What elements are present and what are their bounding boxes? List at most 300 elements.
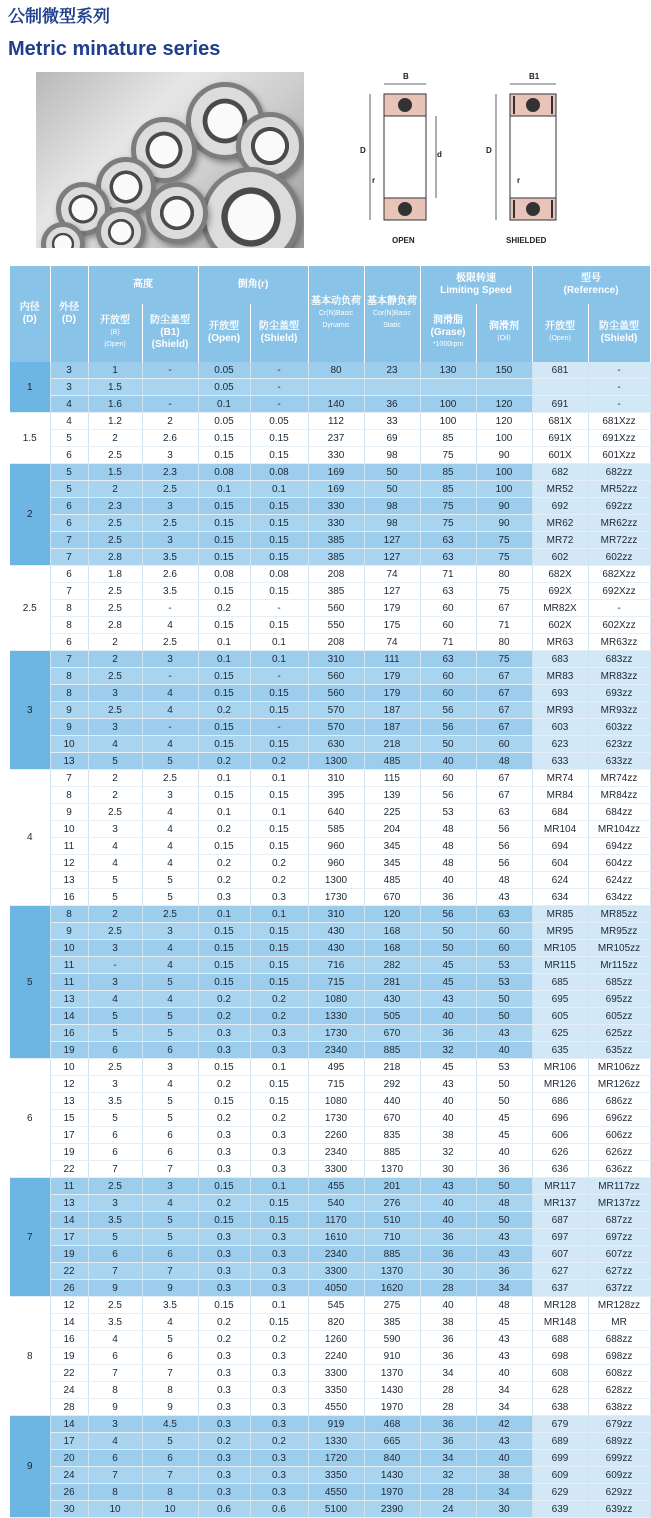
open-chamfer-label: r [372,176,376,185]
table-row [10,1110,650,1127]
table-cell: 510 [364,1212,420,1229]
table-cell: 0.15 [198,974,250,991]
table-cell: 627 [532,1263,588,1280]
table-cell: MR126 [532,1076,588,1093]
table-cell: 179 [364,668,420,685]
table-cell: MR72 [532,532,588,549]
table-cell: 1730 [308,1025,364,1042]
table-cell: 698 [532,1348,588,1365]
table-cell: 7 [88,1365,142,1382]
table-cell: 43 [420,1178,476,1195]
table-cell: 179 [364,600,420,617]
table-cell: 5 [142,1110,198,1127]
bore-diameter-cell: 2 [10,464,50,566]
table-cell: 602 [532,549,588,566]
bore-diameter-cell: 7 [10,1178,50,1297]
bearings-photo [36,72,304,248]
table-cell: 28 [420,1399,476,1416]
table-cell: 0.15 [198,838,250,855]
table-cell: 63 [420,549,476,566]
table-cell: 9 [142,1280,198,1297]
table-cell: 345 [364,838,420,855]
table-cell: 2.5 [142,634,198,651]
table-cell: 585 [308,821,364,838]
table-cell: 681X [532,413,588,430]
table-cell: 682zz [588,464,650,481]
table-cell: 2.8 [88,549,142,566]
table-cell: 601X [532,447,588,464]
table-cell: 225 [364,804,420,821]
table-row [10,532,650,549]
table-cell: 0.15 [198,940,250,957]
table-cell: 6 [88,1144,142,1161]
table-cell: 697 [532,1229,588,1246]
table-cell: 681 [532,362,588,379]
table-cell: 36 [476,1161,532,1178]
table-row [10,702,650,719]
table-cell: 0.3 [250,1382,308,1399]
table-cell: 10 [50,736,88,753]
table-cell: 0.15 [250,923,308,940]
table-cell: 63 [476,906,532,923]
table-cell: 26 [50,1484,88,1501]
table-row [10,906,650,923]
table-cell: 630 [308,736,364,753]
table-row [10,770,650,787]
table-cell: 3 [142,787,198,804]
table-cell: 53 [476,1059,532,1076]
table-cell: 7 [142,1263,198,1280]
table-cell: 42 [476,1416,532,1433]
table-row [10,974,650,991]
table-cell: 0.15 [198,549,250,566]
header-height: 高度 [88,266,198,304]
table-cell: 50 [476,1008,532,1025]
table-cell: 2340 [308,1144,364,1161]
table-cell: 919 [308,1416,364,1433]
table-cell: 34 [420,1450,476,1467]
table-cell: 960 [308,838,364,855]
table-cell: 4 [142,702,198,719]
table-cell: MR52 [532,481,588,498]
table-cell: 40 [420,1195,476,1212]
table-cell: 0.2 [198,1433,250,1450]
table-cell: 0.2 [250,1110,308,1127]
table-row [10,498,650,515]
header-reference: 型号 (Reference) [532,266,650,304]
table-cell: 3 [88,719,142,736]
table-cell: 4.5 [142,1416,198,1433]
table-cell: 7 [88,1263,142,1280]
table-cell: 633 [532,753,588,770]
table-row [10,855,650,872]
table-cell: 60 [420,685,476,702]
table-cell: 699zz [588,1450,650,1467]
table-row [10,1008,650,1025]
table-cell: 0.2 [198,855,250,872]
table-cell: MR104zz [588,821,650,838]
table-cell: 33 [364,413,420,430]
table-cell: 90 [476,447,532,464]
table-cell: 626zz [588,1144,650,1161]
table-cell: 26 [50,1280,88,1297]
bore-diameter-cell: 6 [10,1059,50,1178]
table-cell: 607zz [588,1246,650,1263]
table-cell: 60 [476,736,532,753]
table-cell: 0.15 [198,532,250,549]
table-cell: MR117 [532,1178,588,1195]
table-cell: 0.1 [250,804,308,821]
table-cell: 682X [532,566,588,583]
table-cell: 625zz [588,1025,650,1042]
table-cell: 2 [88,481,142,498]
table-row [10,787,650,804]
table-cell: 187 [364,702,420,719]
table-cell: - [142,719,198,736]
table-cell: 17 [50,1127,88,1144]
table-cell: 5 [142,1212,198,1229]
table-cell: MR85zz [588,906,650,923]
table-cell: 7 [50,770,88,787]
table-cell: - [142,362,198,379]
table-cell: 5 [50,430,88,447]
table-cell: 0.15 [250,447,308,464]
table-row [10,668,650,685]
table-cell: 56 [476,855,532,872]
table-cell: 14 [50,1416,88,1433]
table-cell: 0.15 [198,583,250,600]
table-cell: 43 [476,1229,532,1246]
table-cell: 40 [420,1297,476,1314]
table-cell: 0.15 [250,498,308,515]
table-cell: 0.05 [198,413,250,430]
table-cell: 3.5 [88,1314,142,1331]
table-cell: 605 [532,1008,588,1025]
table-cell: 169 [308,481,364,498]
table-cell: 0.15 [250,617,308,634]
table-cell: 2.3 [142,464,198,481]
table-row [10,1433,650,1450]
table-cell: 85 [420,481,476,498]
table-cell: 2340 [308,1042,364,1059]
bore-diameter-cell: 4 [10,770,50,906]
table-cell: 32 [420,1467,476,1484]
table-cell: 13 [50,991,88,1008]
table-cell: 218 [364,736,420,753]
header-chamfer-shield: 防尘盖型 (Shield) [250,304,308,362]
table-cell: 693 [532,685,588,702]
table-row [10,1501,650,1518]
table-cell: 0.15 [250,821,308,838]
table-cell: 1730 [308,889,364,906]
table-cell: 670 [364,1110,420,1127]
table-cell: 2240 [308,1348,364,1365]
table-cell: 8 [50,787,88,804]
table-row [10,464,650,481]
table-row [10,1246,650,1263]
table-cell: 168 [364,940,420,957]
table-cell: 53 [420,804,476,821]
table-cell: 679zz [588,1416,650,1433]
table-cell: 570 [308,702,364,719]
table-cell: 1300 [308,753,364,770]
table-cell: 8 [142,1382,198,1399]
table-cell: 0.15 [250,549,308,566]
table-cell: 624 [532,872,588,889]
table-cell: 4 [88,991,142,1008]
table-cell: MR63zz [588,634,650,651]
table-cell: 694 [532,838,588,855]
table-cell: 1260 [308,1331,364,1348]
table-cell: 14 [50,1212,88,1229]
table-cell: 2.6 [142,430,198,447]
table-cell: 0.1 [250,651,308,668]
table-cell: 4 [142,991,198,1008]
table-cell: 22 [50,1365,88,1382]
table-cell: 0.05 [198,379,250,396]
table-cell: 56 [420,719,476,736]
table-cell: 4 [50,413,88,430]
table-cell: 0.3 [198,1399,250,1416]
table-cell: 2.5 [88,702,142,719]
table-cell: 36 [420,1246,476,1263]
table-cell: 2.5 [142,481,198,498]
table-row [10,430,650,447]
table-cell: 9 [88,1399,142,1416]
table-cell: 2.5 [88,1059,142,1076]
table-cell: 50 [476,1178,532,1195]
table-cell: 638 [532,1399,588,1416]
table-cell: 28 [420,1484,476,1501]
table-cell: 570 [308,719,364,736]
table-cell: 608zz [588,1365,650,1382]
table-cell: 127 [364,583,420,600]
table-cell: 43 [420,991,476,1008]
table-cell: 560 [308,668,364,685]
table-cell: 2.5 [88,1178,142,1195]
table-cell: 0.15 [198,515,250,532]
table-cell: 0.15 [250,957,308,974]
table-cell: 3 [50,362,88,379]
header-chamfer: 倒角(r) [198,266,308,304]
table-row [10,1399,650,1416]
table-cell: 32 [420,1042,476,1059]
table-row [10,566,650,583]
bore-diameter-cell: 5 [10,906,50,1059]
table-row [10,1178,650,1195]
table-cell: 11 [50,957,88,974]
table-cell: 0.3 [250,1348,308,1365]
table-cell [532,379,588,396]
table-row [10,753,650,770]
table-cell: 0.3 [250,1263,308,1280]
table-cell: 684zz [588,804,650,821]
table-row [10,1331,650,1348]
table-cell: 75 [476,651,532,668]
table-cell: 204 [364,821,420,838]
table-cell: 623 [532,736,588,753]
table-cell: 112 [308,413,364,430]
header-ref-shield: 防尘盖型 (Shield) [588,304,650,362]
table-cell: 36 [420,1229,476,1246]
table-cell: 30 [476,1501,532,1518]
table-cell: 0.2 [198,702,250,719]
table-cell: 45 [476,1110,532,1127]
table-cell: 63 [420,583,476,600]
table-cell: 5 [88,889,142,906]
table-cell: 0.15 [250,583,308,600]
table-cell: 8 [50,617,88,634]
table-row [10,1093,650,1110]
table-cell: 689 [532,1433,588,1450]
table-cell: 1620 [364,1280,420,1297]
table-cell: 71 [476,617,532,634]
table-cell: 10 [50,1059,88,1076]
table-cell: 75 [476,549,532,566]
table-cell: 14 [50,1314,88,1331]
table-cell: 0.15 [250,838,308,855]
table-cell: 696zz [588,1110,650,1127]
table-cell: 0.3 [250,1484,308,1501]
table-cell: 4 [142,855,198,872]
table-cell: 692Xzz [588,583,650,600]
table-cell: 0.2 [250,1008,308,1025]
table-cell: 3 [50,379,88,396]
table-cell: 0.3 [198,889,250,906]
table-cell: 74 [364,566,420,583]
table-cell: 0.3 [250,1161,308,1178]
table-cell: 639zz [588,1501,650,1518]
table-cell: 34 [476,1280,532,1297]
table-cell: 3300 [308,1263,364,1280]
table-cell: 30 [420,1161,476,1178]
table-cell: 681Xzz [588,413,650,430]
table-cell: 0.15 [198,923,250,940]
table-cell: 385 [308,583,364,600]
bore-diameter-cell: 9 [10,1416,50,1518]
table-cell: 201 [364,1178,420,1195]
table-row [10,1365,650,1382]
table-cell: 1080 [308,1093,364,1110]
table-cell: 0.6 [250,1501,308,1518]
table-cell: 0.2 [250,855,308,872]
table-cell: MR95zz [588,923,650,940]
table-cell: 4 [88,1331,142,1348]
table-cell: 5 [50,464,88,481]
table-cell: 32 [420,1144,476,1161]
table-cell: 281 [364,974,420,991]
table-cell: 208 [308,566,364,583]
table-cell: 19 [50,1144,88,1161]
table-cell: 455 [308,1178,364,1195]
table-cell: 10 [50,821,88,838]
table-cell: 385 [308,549,364,566]
table-cell: 179 [364,685,420,702]
table-cell: 4 [88,1433,142,1450]
table-cell: 187 [364,719,420,736]
table-cell: 0.1 [250,770,308,787]
table-cell: 0.15 [198,787,250,804]
table-cell: 395 [308,787,364,804]
table-row [10,1042,650,1059]
table-cell: 0.3 [250,1025,308,1042]
table-cell: 2 [88,634,142,651]
table-cell: 560 [308,600,364,617]
table-cell: 98 [364,447,420,464]
table-cell: 24 [50,1467,88,1484]
table-cell: 0.3 [250,1467,308,1484]
table-cell: MR52zz [588,481,650,498]
table-cell: 1.6 [88,396,142,413]
table-cell: 100 [420,396,476,413]
table-cell: 0.15 [198,1297,250,1314]
table-cell: 2.5 [142,515,198,532]
table-cell: 2.5 [88,804,142,821]
table-cell: 430 [308,940,364,957]
table-cell: 6 [142,1042,198,1059]
table-row [10,821,650,838]
table-cell: 0.15 [198,1178,250,1195]
header-static-load: 基本静负荷 Cor(N)Basic Static [364,266,420,362]
table-cell: 9 [50,702,88,719]
table-cell: 8 [88,1484,142,1501]
table-cell: 430 [308,923,364,940]
table-cell: 4 [88,838,142,855]
table-cell: 4050 [308,1280,364,1297]
table-cell: 0.2 [198,872,250,889]
table-cell: MR [588,1314,650,1331]
table-cell: 60 [420,668,476,685]
table-row [10,413,650,430]
table-cell: 0.15 [198,1093,250,1110]
table-cell: 0.08 [250,464,308,481]
table-cell: 1370 [364,1263,420,1280]
table-cell: 0.1 [198,481,250,498]
table-cell: 604zz [588,855,650,872]
table-row [10,1161,650,1178]
table-cell: 688zz [588,1331,650,1348]
table-cell: - [250,668,308,685]
table-cell: 38 [420,1314,476,1331]
table-cell: 665 [364,1433,420,1450]
table-row [10,1314,650,1331]
table-cell: 24 [50,1382,88,1399]
table-cell: MR83zz [588,668,650,685]
table-cell: - [588,396,650,413]
table-cell: 4 [142,804,198,821]
table-cell: 3.5 [88,1212,142,1229]
table-row [10,447,650,464]
table-cell: - [588,600,650,617]
spec-table [10,266,651,1518]
table-cell: 330 [308,498,364,515]
table-cell: 0.15 [198,1059,250,1076]
table-cell: 639 [532,1501,588,1518]
table-cell: 6 [88,1450,142,1467]
table-cell: 36 [420,1331,476,1348]
table-cell: 0.1 [250,906,308,923]
table-cell: 2 [88,787,142,804]
table-cell: 150 [476,362,532,379]
table-row [10,1025,650,1042]
table-cell: 691Xzz [588,430,650,447]
table-cell: 4 [88,855,142,872]
table-cell: 3 [142,651,198,668]
table-cell: 7 [50,651,88,668]
table-cell: 28 [50,1399,88,1416]
table-cell: 13 [50,753,88,770]
table-cell: 0.15 [250,1195,308,1212]
